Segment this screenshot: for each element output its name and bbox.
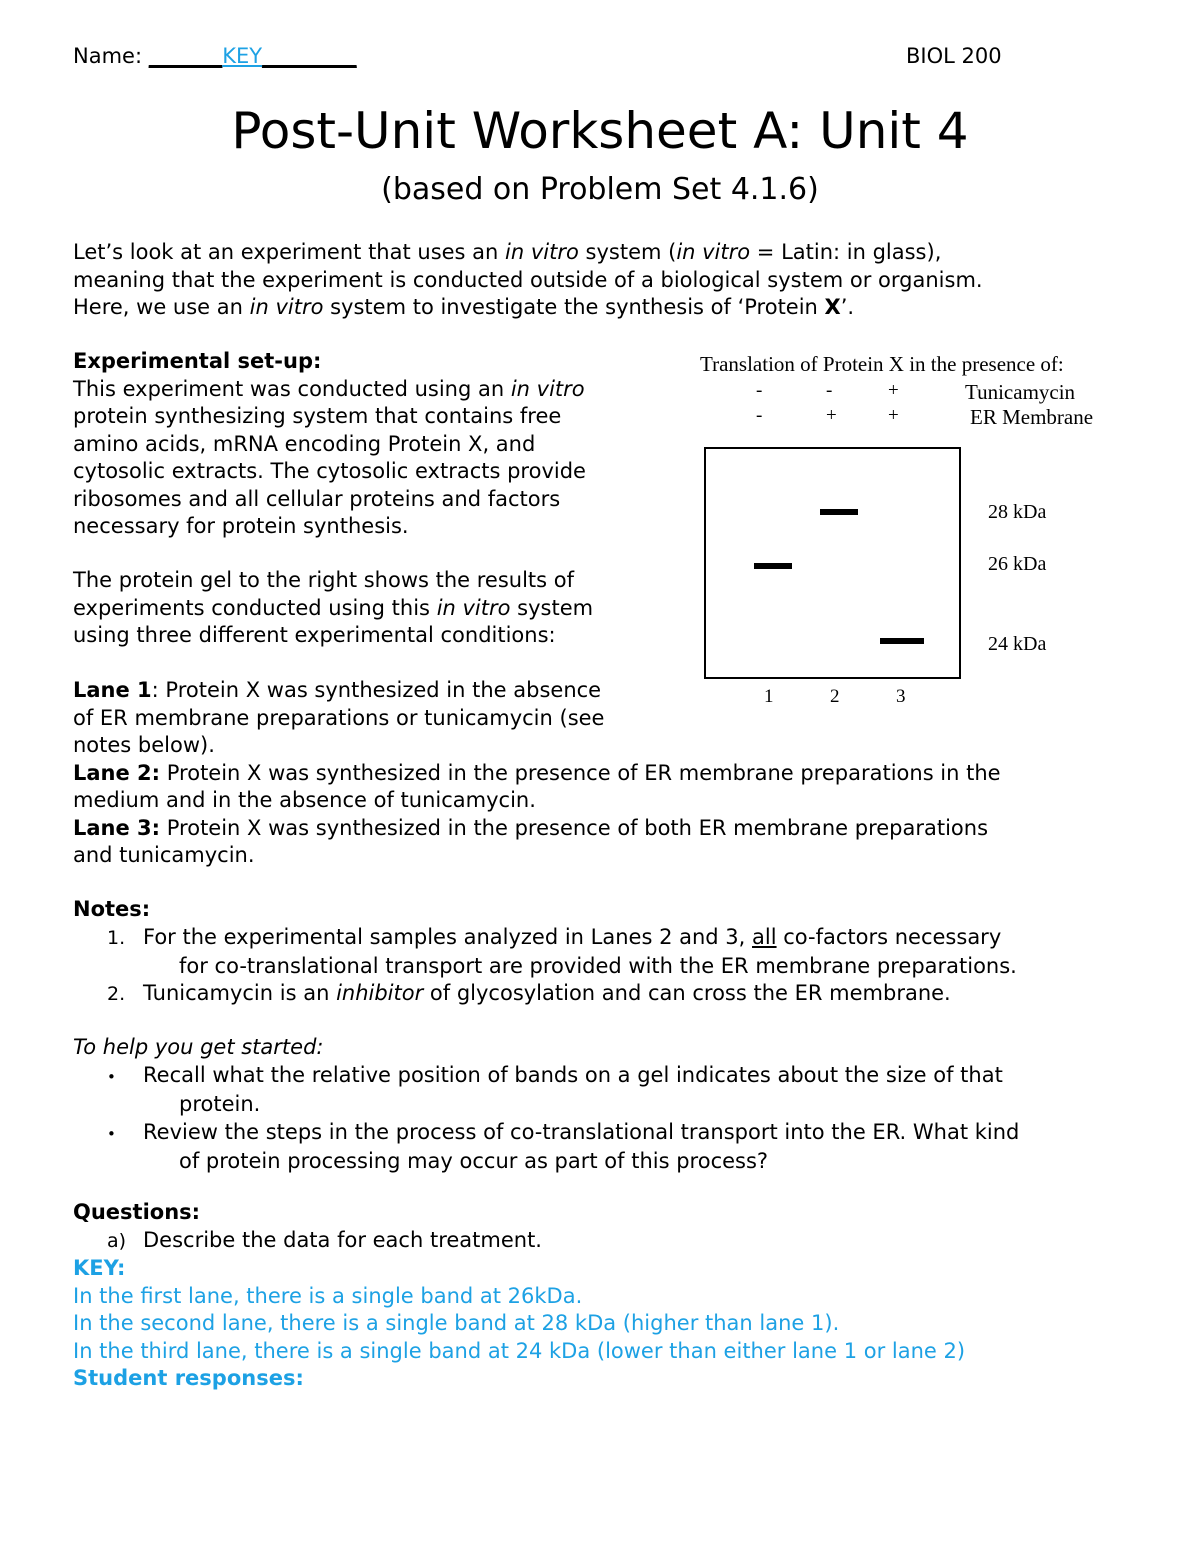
help-heading: To help you get started: xyxy=(73,1035,324,1059)
questions-heading: Questions: xyxy=(73,1200,201,1224)
page-title: Post-Unit Worksheet A: Unit 4 xyxy=(231,102,969,160)
tunicamycin-lane2: - xyxy=(826,380,833,401)
list-item: 1. For the experimental samples analyzed in Lanes 2 and 3, all co-factors necessary xyxy=(107,925,1002,949)
bullet-icon: • xyxy=(107,1124,116,1143)
lane2-label: Lane 2: xyxy=(73,760,161,785)
tunicamycin-label: Tunicamycin xyxy=(965,380,1076,404)
key-answer: In the third lane, there is a single band at 24 kDa (lower than either lane 1 or lane 2) xyxy=(73,1338,966,1363)
lane1-label: Lane 1 xyxy=(73,678,152,702)
tunicamycin-lane1: - xyxy=(756,380,763,401)
bullet-icon: • xyxy=(107,1067,116,1086)
student-responses-label: Student responses: xyxy=(73,1366,304,1390)
band-lane-2 xyxy=(820,509,858,515)
name-field: Name: _______KEY_________ xyxy=(73,44,357,68)
tunicamycin-lane3: + xyxy=(888,380,899,401)
intro-paragraph: Let’s look at an experiment that uses an in vitro system (in vitro = Latin: in glass), meaning that the experiment is conducted outside of a biological system or organism. Here, we use an in vitro system to investigate the synthesis of ‘Protein X’. xyxy=(73,240,983,319)
key-answer: In the second lane, there is a single band at 28 kDa (higher than lane 1). xyxy=(73,1311,840,1335)
er-lane2: + xyxy=(826,405,837,426)
list-item: • Review the steps in the process of co-translational transport into the ER. What kind xyxy=(73,1119,1019,1149)
name-value: KEY xyxy=(222,44,263,68)
notes-heading: Notes: xyxy=(73,897,151,921)
questions-section: Questions: a) Describe the data for each treatment. KEY: In the first lane, there is a single band at 26kDa. In the second lane, there is a single band at 28 kDa (higher than lane 1). In the third lane, there is a single band at 24 kDa (lower than either lane 1 or lane 2) Student responses: xyxy=(73,1199,965,1393)
band-lane-1 xyxy=(754,563,792,569)
lane-number-1: 1 xyxy=(764,686,774,707)
gel-figure-title: Translation of Protein X in the presence of: xyxy=(700,352,1064,376)
notes-list: 1. For the experimental samples analyzed in Lanes 2 and 3, all co-factors necessary for co-translational transport are provided with the ER membrane preparations. 2. Tunicamycin is an inhibitor of glycosylation and can cross the ER membrane. xyxy=(73,924,1017,1009)
marker-24kda: 24 kDa xyxy=(988,633,1047,655)
setup-section: Experimental set-up: This experiment was conducted using an in vitro protein synthesizing system that contains free amino acids, mRNA encoding Protein X, and cytosolic extracts. The cytosolic extracts provide ribosomes and all cellular proteins and factors necessary for protein synthesis. xyxy=(73,349,586,538)
gel-box xyxy=(704,447,961,679)
gel-description: The protein gel to the right shows the results of experiments conducted using this in vitro system using three different experimental conditions: xyxy=(73,568,594,647)
setup-heading: Experimental set-up: xyxy=(73,349,322,373)
lane-descriptions: Lane 1: Protein X was synthesized in the absence of ER membrane preparations or tunicamycin (see notes below). Lane 2: Protein X was synthesized in the presence of ER membrane preparations in the medium and in the absence of tunicamycin. Lane 3: Protein X was synthesized in the presence of both ER membrane preparations and tunicamycin. xyxy=(73,678,1001,867)
band-lane-3 xyxy=(880,638,924,644)
list-item: • Recall what the relative position of bands on a gel indicates about the size of that xyxy=(73,1062,1019,1092)
er-membrane-label: ER Membrane xyxy=(970,405,1094,429)
key-answer: In the first lane, there is a single band at 26kDa. xyxy=(73,1283,583,1308)
er-lane1: - xyxy=(756,405,763,426)
key-heading: KEY: xyxy=(73,1256,126,1280)
lane3-label: Lane 3: xyxy=(73,815,161,840)
lane-number-3: 3 xyxy=(896,686,906,707)
help-section: To help you get started: • Recall what the relative position of bands on a gel indicates about the size of that protein. • Review the steps in the process of co-translational transport into the ER. What kind of protein processing may occur as part of this process? xyxy=(73,1035,1020,1173)
list-item: 2. Tunicamycin is an inhibitor of glycosylation and can cross the ER membrane. xyxy=(107,981,951,1005)
course-code: BIOL 200 xyxy=(906,44,1002,68)
er-lane3: + xyxy=(888,405,899,426)
page-subtitle: (based on Problem Set 4.1.6) xyxy=(381,172,819,207)
lane-number-2: 2 xyxy=(830,686,840,707)
marker-26kda: 26 kDa xyxy=(988,553,1047,575)
marker-28kda: 28 kDa xyxy=(988,501,1047,523)
